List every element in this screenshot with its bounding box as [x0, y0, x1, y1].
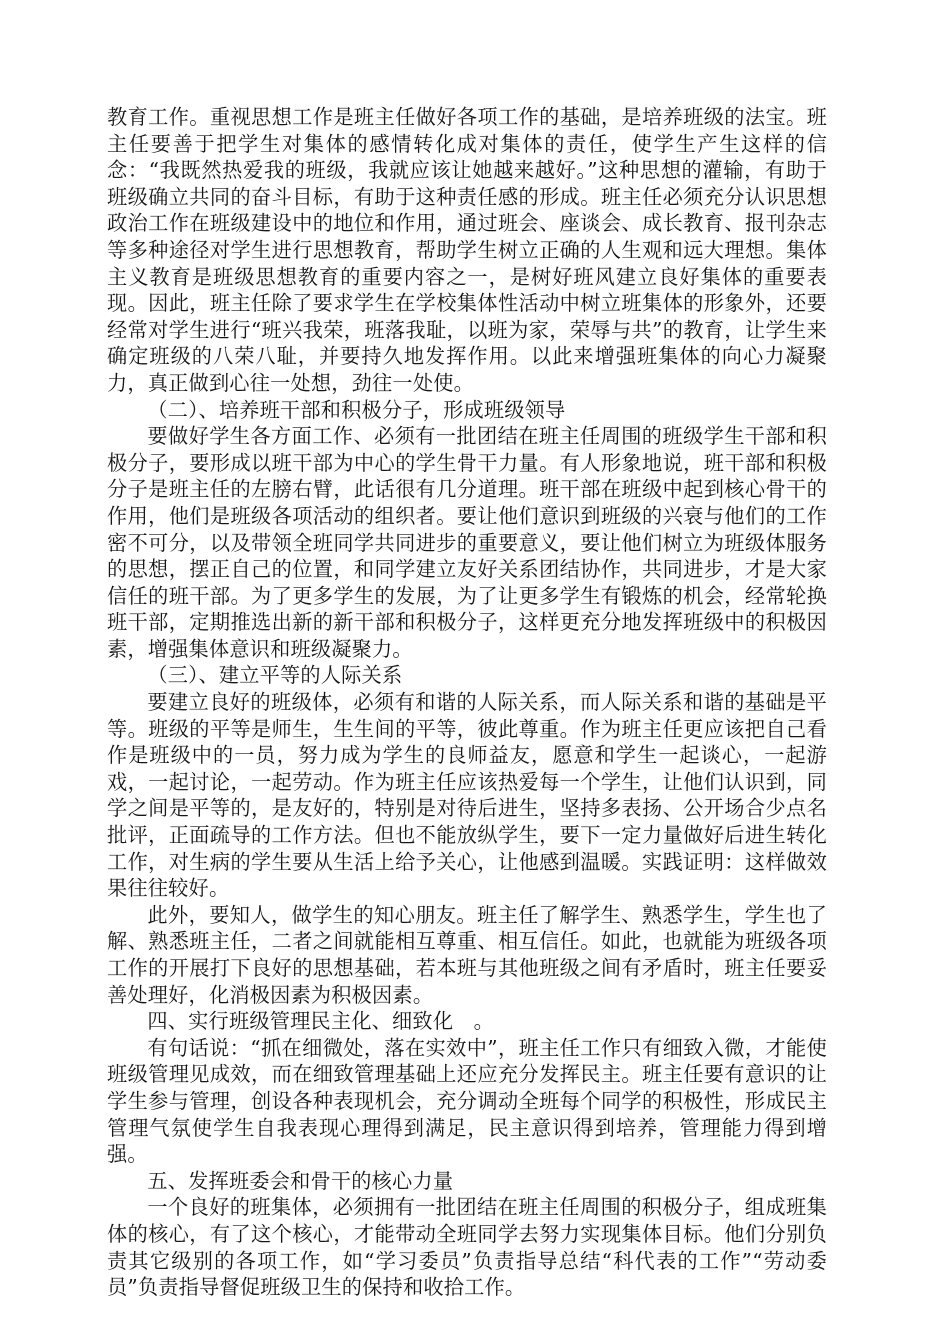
section-heading: 四、实行班级管理民主化、细致化 。: [147, 1009, 494, 1034]
section-heading: （三）、建立平等的人际关系: [147, 663, 403, 688]
body-paragraph: 教育工作。重视思想工作是班主任做好各项工作的基础，是培养班级的法宝。班主任要善于把学生对集体的感情转化成对集体的责任，使学生产生这样的信念：“我既然热爱我的班级，我就应该让她越来越好。”这种思想的灌输，有助于班级确立共同的奋斗目标，有助于这种责任感的形成。班主任必须充分认识思想政治工作在班级建设中的地位和作用，通过班会、座谈会、成长教育、报刊杂志等多种途径对学生进行思想教育，帮助学生树立正确的人生观和远大理想。集体主义教育是班级思想教育的重要内容之一，是树好班风建立良好集体的重要表现。因此，班主任除了要求学生在学校集体性活动中树立班集体的形象外，还要经常对学生进行“班兴我荣，班落我耻，以班为家，荣辱与共”的教育，让学生来确定班级的八荣八耻，并要持久地发挥作用。以此来增强班集体的向心力凝聚力，真正做到心往一处想，劲往一处使。: [107, 105, 827, 395]
body-paragraph: 此外，要知人，做学生的知心朋友。班主任了解学生、熟悉学生，学生也了解、熟悉班主任，二者之间就能相互尊重、相互信任。如此，也就能为班级各项工作的开展打下良好的思想基础，若本班与其他班级之间有矛盾时，班主任要妥善处理好，化消极因素为积极因素。: [107, 902, 827, 1007]
body-paragraph: 有句话说：“抓在细微处，落在实效中”，班主任工作只有细致入微，才能使班级管理见成效，而在细致管理基础上还应充分发挥民主。班主任要有意识的让学生参与管理，创设各种表现机会，充分调动全班每个同学的积极性，形成民主管理气氛使学生自我表现心理得到满足，民主意识得到培养，管理能力得到增强。: [107, 1035, 827, 1167]
body-paragraph: 要做好学生各方面工作、必须有一批团结在班主任周围的班级学生干部和积极分子，要形成以班干部为中心的学生骨干力量。有人形象地说，班干部和积极分子是班主任的左膀右臂，此话很有几分道理。班干部在班级中起到核心骨干的作用，他们是班级各项活动的组织者。要让他们意识到班级的兴衰与他们的工作密不可分，以及带领全班同学共同进步的重要意义，要让他们树立为班级体服务的思想，摆正自己的位置，和同学建立友好关系团结协作，共同进步，才是大家信任的班干部。为了更多学生的发展，为了让更多学生有锻炼的机会，经常轮换班干部，定期推选出新的新干部和积极分子，这样更充分地发挥班级中的积极因素，增强集体意识和班级凝聚力。: [107, 424, 827, 661]
document-body: [107, 104, 827, 1301]
section-heading: （二）、培养班干部和积极分子，形成班级领导: [147, 397, 566, 422]
section-heading: 五、发挥班委会和骨干的核心力量: [147, 1168, 454, 1193]
body-paragraph: 要建立良好的班级体，必须有和谐的人际关系，而人际关系和谐的基础是平等。班级的平等是师生，生生间的平等，彼此尊重。作为班主任更应该把自己看作是班级中的一员，努力成为学生的良师益友，愿意和学生一起谈心，一起游戏，一起讨论，一起劳动。作为班主任应该热爱每一个学生，让他们认识到，同学之间是平等的，是友好的，特别是对待后进生，坚持多表扬、公开场合少点名批评，正面疏导的工作方法。但也不能放纵学生，要下一定力量做好后进生转化工作，对生病的学生要从生活上给予关心，让他感到温暖。实践证明：这样做效果往往较好。: [107, 690, 827, 901]
body-paragraph: 一个良好的班集体，必须拥有一批团结在班主任周围的积极分子，组成班集体的核心，有了这个核心，才能带动全班同学去努力实现集体目标。他们分别负责其它级别的各项工作，如“学习委员”负责指导总结“科代表的工作”“劳动委员”负责指导督促班级卫生的保持和收拾工作。: [107, 1195, 827, 1300]
